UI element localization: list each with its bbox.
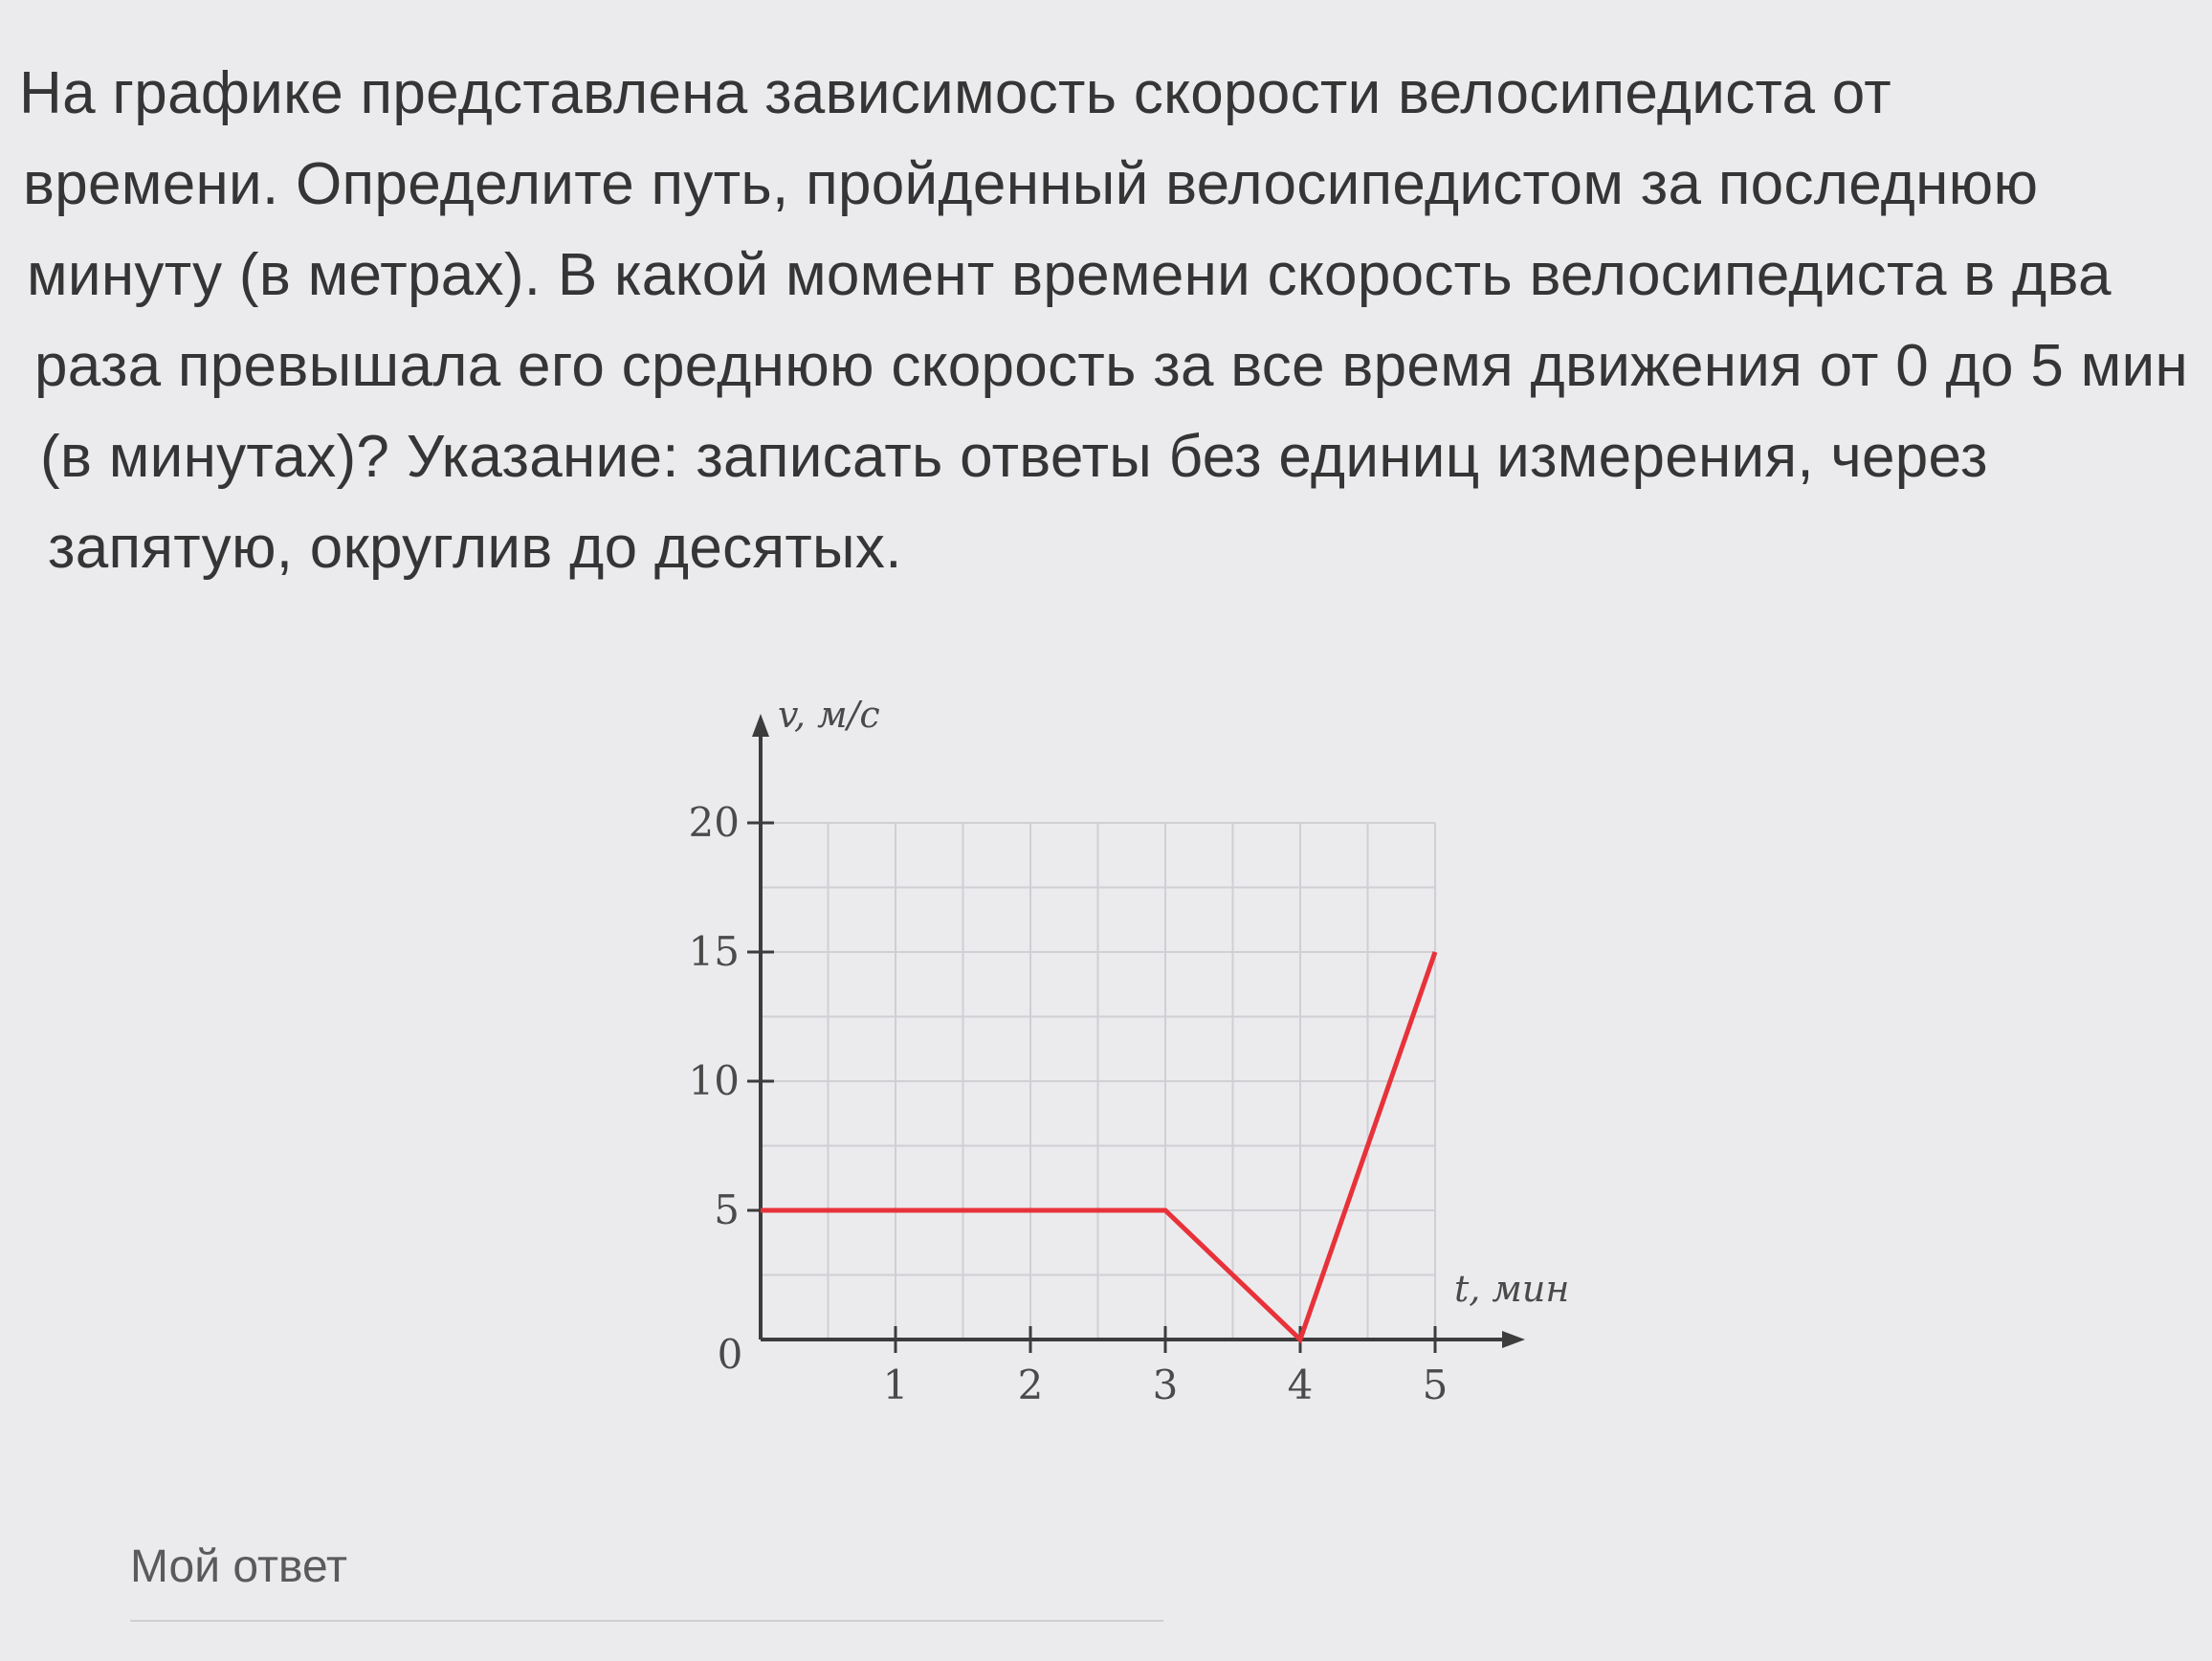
x-tick-label: 2 — [1017, 1362, 1044, 1408]
answer-input[interactable] — [130, 1620, 1163, 1622]
question-line: минуту (в метрах). В какой момент времени скорость велосипедиста в два — [27, 242, 2112, 308]
y-tick-label: 15 — [688, 928, 740, 975]
x-tick-label: 4 — [1287, 1362, 1314, 1408]
question-line: раза превышала его среднюю скорость за все время движения от 0 до 5 мин — [34, 333, 2189, 399]
x-axis-arrow — [1502, 1331, 1525, 1348]
y-tick-label: 10 — [688, 1057, 740, 1104]
y-tick-label: 20 — [688, 799, 740, 846]
velocity-chart — [612, 689, 1607, 1473]
x-axis-label: t, мин — [1454, 1268, 1570, 1310]
question-line: времени. Определите путь, пройденный велосипедистом за последнюю — [23, 151, 2039, 217]
question-text — [19, 48, 2201, 593]
answer-label: Мой ответ — [130, 1541, 348, 1592]
question-line: На графике представлена зависимость скорости велосипедиста от — [19, 60, 1891, 126]
x-tick-label: 3 — [1152, 1362, 1179, 1408]
y-axis-label: v, м/с — [778, 694, 880, 736]
x-tick-label: 1 — [882, 1362, 909, 1408]
y-axis-arrow — [752, 714, 769, 737]
y-tick-label: 5 — [714, 1186, 740, 1233]
chart-svg — [612, 689, 1607, 1473]
origin-label: 0 — [717, 1331, 743, 1378]
question-line: (в минутах)? Указание: записать ответы без единиц измерения, через — [40, 424, 1988, 490]
question-line: запятую, округлив до десятых. — [48, 515, 902, 581]
x-tick-label: 5 — [1422, 1362, 1449, 1408]
